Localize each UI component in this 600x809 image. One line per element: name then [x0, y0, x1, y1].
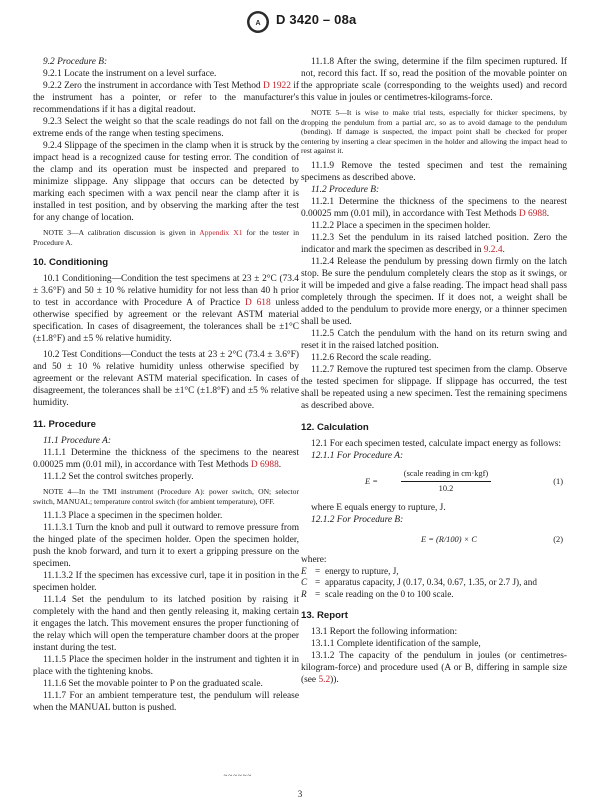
link-d1922[interactable]: D 1922: [262, 81, 291, 91]
paragraph: 9.2.1 Locate the instrument on a level surface.: [43, 69, 217, 79]
note-4: NOTE 4—In the TMI instrument (Procedure A): power switch, ON; selector switch, MANUAL; temperature control switch (for ambient temperature), OFF.: [33, 487, 299, 506]
paragraph: 11.1.1 Determine the thickness of the specimens to the nearest 0.00025 mm (0.01 mil), in accordance with Test Methods D 6988.: [33, 448, 299, 471]
fraction-denominator: 10.2: [438, 483, 454, 493]
paragraph: 11.1.5 Place the specimen holder in the instrument and tighten it in place with the tightening knobs.: [33, 655, 299, 678]
note-3: NOTE 3—A calibration discussion is given in Appendix X1 for the tester in Procedure A.: [33, 228, 299, 247]
paragraph: 11.1.7 For an ambient temperature test, the pendulum will release when the MANUAL button is pushed.: [33, 691, 299, 714]
left-column: [33, 56, 299, 714]
definition-text: scale reading on the 0 to 100 scale.: [325, 588, 454, 599]
end-mark: ~~~~~~: [223, 772, 253, 780]
equation-lhs: E =: [365, 476, 378, 486]
paragraph: 11.1.3.1 Turn the knob and pull it outward to remove pressure from the hinged plate of the specimen holder. Open the specimen holder, push the knob forward, and turn it to exert a gripping pressure on the specimen.: [33, 523, 299, 570]
paragraph: 11.2.7 Remove the ruptured test specimen from the clamp. Observe the tested specimen for slippage. If slippage has occurred, the test shall be repeated using a new specimen. Test the remaining specimens as described above.: [301, 364, 567, 411]
link-5-2[interactable]: 5.2: [318, 675, 331, 686]
paragraph: 11.2.2 Place a specimen in the specimen holder.: [311, 220, 491, 231]
definition-row: R = scale reading on the 0 to 100 scale.: [301, 589, 567, 601]
variable-definitions: [301, 566, 567, 601]
paragraph: 11.2.3 Set the pendulum in its raised latched position. Zero the indicator and mark the specimen as described in 9.2.4.: [301, 232, 567, 255]
page-number: 3: [297, 789, 303, 799]
paragraph: 12.1.2 For Procedure B:: [311, 514, 404, 525]
paragraph: 11.1.9 Remove the tested specimen and test the remaining specimens as described above.: [301, 160, 567, 183]
equation-number: (2): [553, 534, 563, 544]
paragraph: 11.1.6 Set the movable pointer to P on the graduated scale.: [43, 679, 263, 690]
section-heading-report: 13. Report: [301, 610, 348, 622]
paragraph: 11.1.3.2 If the specimen has excessive curl, tape it in position in the specimen holder.: [33, 571, 299, 594]
svg-text:A: A: [255, 20, 261, 27]
definition-row: C = apparatus capacity, J (0.17, 0.34, 0.67, 1.35, or 2.7 J), and: [301, 577, 567, 589]
paragraph: 11.1.4 Set the pendulum to its latched position by raising it completely with the hand and then gently releasing it, making certain it engages the latch. This movement ensures the proper functioning of the relay which will open the temperature chamber doors at the proper instant during the test.: [33, 595, 299, 654]
definition-symbol: C: [301, 577, 308, 588]
paragraph: 11.2.1 Determine the thickness of the specimens to the nearest 0.00025 mm (0.01 mil), in accordance with Test Methods D 6988.: [301, 196, 567, 219]
paragraph: 10.1 Conditioning—Condition the test specimens at 23 ± 2°C (73.4 ± 3.6°F) and 50 ± 10 % relative humidity for not less than 40 h prior to test in accordance with Procedure A of Practice D 618 unless otherwise specified by agreement or the relevant ASTM material specification. In cases of disagreement, the tolerances shall be ±1°C (±1.8°F) and ±5 % relative humidity.: [33, 274, 299, 345]
paragraph: 11.1 Procedure A:: [43, 436, 111, 447]
paragraph: 9.2 Procedure B:: [43, 57, 108, 67]
paragraph: 11.1.8 After the swing, determine if the film specimen ruptured. If not, record this fact. If so, read the position of the movable pointer on the appropriate scale (corresponding to the weights used) and record this value in joules or centimetres-kilograms-force.: [301, 57, 567, 103]
link-appendix-x1[interactable]: Appendix X1: [199, 228, 243, 237]
paragraph: where E equals energy to rupture, J.: [311, 502, 446, 513]
paragraph: 12.1 For each specimen tested, calculate impact energy as follows:: [311, 438, 562, 449]
paragraph: 11.2.4 Release the pendulum by pressing down firmly on the latch stop. Be sure the pendulum completely clears the stop as it swings, or it will be impeded and give a false reading. The impact head shall pass completely through the specimen. If it does not, a weight shall be added to the pendulum to provide more energy, or a thinner specimen shall be used.: [301, 256, 567, 327]
section-heading-calculation: 12. Calculation: [301, 421, 369, 433]
paragraph: 11.2.6 Record the scale reading.: [311, 352, 432, 363]
page-header: [0, 0, 600, 46]
equation-2: [301, 532, 567, 548]
paragraph: 11.2 Procedure B:: [311, 184, 380, 195]
paragraph: 12.1.1 For Procedure A:: [311, 450, 404, 461]
paragraph: 13.1 Report the following information:: [311, 627, 458, 638]
section-heading-conditioning: 10. Conditioning: [33, 257, 109, 269]
paragraph: 11.1.3 Place a specimen in the specimen holder.: [43, 511, 223, 522]
paragraph: 13.1.1 Complete identification of the sample,: [311, 639, 481, 650]
paragraph: 9.2.2 Zero the instrument in accordance with Test Method D 1922 if the instrument has a pointer, or refer to the manufacturer's recommendations if it has a digital readout.: [33, 81, 299, 115]
paragraph: 9.2.4 Slippage of the specimen in the clamp when it is struck by the impact head is a recognized cause for testing error. The condition of the clamp and its operation must be inspected and prepared to minimize slippage. Any slippage that occurs can be detected by marking each specimen with a wax pencil near the clamp after it is installed in test position, and by observing the marking after the test for any change of location.: [33, 141, 299, 223]
fraction-numerator: (scale reading in cm·kgf): [401, 468, 491, 482]
astm-logo-icon: [246, 10, 270, 34]
note-5: NOTE 5—It is wise to make trial tests, especially for thicker specimens, by dropping the pendulum from a partial arc, so as to avoid damage to the pendulum (bending). If damage is suspected, the impact point shall be checked for proper centering by inserting a clear specimen in the holder and allowing the impact head to rest against it.: [301, 108, 567, 156]
equation-1: [301, 468, 567, 496]
paragraph: 10.2 Test Conditions—Conduct the tests at 23 ± 2°C (73.4 ± 3.6°F) and 50 ± 10 % relative humidity unless otherwise specified by agreement or the relevant ASTM material specification. In cases of disagreement, the tolerances shall be ±1°C (±1.8°F) and ±5 % relative humidity.: [33, 350, 299, 409]
definition-symbol: E: [301, 565, 307, 576]
paragraph: 9.2.3 Select the weight so that the scale readings do not fall on the extreme ends of the range when testing specimens.: [33, 117, 299, 139]
paragraph: 11.2.5 Catch the pendulum with the hand on its return swing and reset it in the raised latched position.: [301, 328, 567, 351]
link-d6988[interactable]: D 6988: [250, 460, 279, 471]
standard-designation: D 3420 – 08a: [276, 12, 357, 27]
link-d6988[interactable]: D 6988: [518, 208, 547, 219]
equation-number: (1): [553, 476, 563, 486]
paragraph: 13.1.2 The capacity of the pendulum in joules (or centimetres-kilogram-force) and procedure used (A or B, differing in sample size (see 5.2)).: [301, 651, 567, 686]
definition-text: apparatus capacity, J (0.17, 0.34, 0.67, 1.35, or 2.7 J), and: [325, 577, 537, 588]
section-heading-procedure: 11. Procedure: [33, 419, 96, 431]
equation-fraction: [401, 468, 491, 495]
where-label: where:: [301, 554, 327, 565]
equation-body: E = (R/100) × C: [421, 534, 477, 544]
definition-symbol: R: [301, 588, 307, 599]
right-column: [301, 56, 567, 686]
paragraph: 11.1.2 Set the control switches properly.: [43, 472, 194, 483]
definition-text: energy to rupture, J,: [325, 565, 399, 576]
link-d618[interactable]: D 618: [244, 298, 271, 309]
link-9-2-4[interactable]: 9.2.4: [483, 244, 503, 255]
definition-row: E = energy to rupture, J,: [301, 566, 567, 578]
